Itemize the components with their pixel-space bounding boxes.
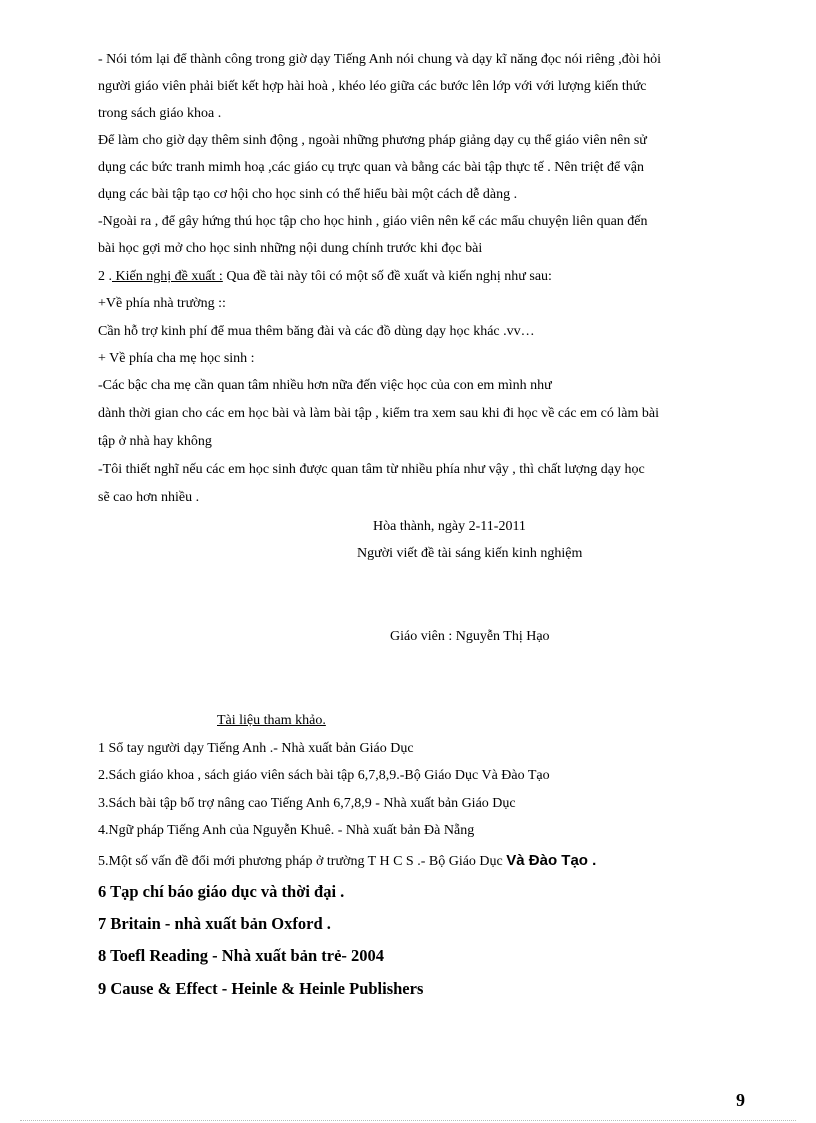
conclusion-line-2: sẽ cao hơn nhiều . — [98, 490, 200, 505]
signature-teacher: Giáo viên : Nguyễn Thị Hạo — [390, 629, 550, 644]
reference-item-3: 3.Sách bài tập bổ trợ nâng cao Tiếng Anh 6,7,8,9 - Nhà xuất bản Giáo Dục — [98, 796, 516, 811]
reference-item-5-main: 5.Một số vấn đề đổi mới phương pháp ở trường T H C S .- Bộ Giáo Dục — [98, 854, 507, 869]
reference-item-5-tail: Và Đào Tạo . — [506, 852, 597, 869]
signature-author-line: Người viết đề tài sáng kiến kinh nghiệm — [357, 546, 583, 561]
reference-item-4: 4.Ngữ pháp Tiếng Anh của Nguyễn Khuê. - Nhà xuất bản Đà Nẵng — [98, 823, 475, 838]
signature-place-date: Hòa thành, ngày 2-11-2011 — [373, 519, 526, 534]
reference-item-1: 1 Sổ tay người dạy Tiếng Anh .- Nhà xuất bản Giáo Dục — [98, 741, 414, 756]
footer-divider — [20, 1120, 796, 1121]
reference-item-9: 9 Cause & Effect - Heinle & Heinle Publishers — [98, 979, 424, 998]
parents-text-line-1: -Các bậc cha mẹ cần quan tâm nhiều hơn nữa đến việc học của con em mình như — [98, 378, 552, 393]
school-text: Cần hỗ trợ kinh phí để mua thêm băng đài và các đồ dùng dạy học khác .vv… — [98, 324, 535, 339]
reference-item-7: 7 Britain - nhà xuất bản Oxford . — [98, 914, 331, 933]
references-heading: Tài liệu tham khảo. — [217, 713, 326, 728]
paragraph-lively-line-1: Để làm cho giờ dạy thêm sinh động , ngoài những phương pháp giảng dạy cụ thể giáo viên nên sử — [98, 133, 647, 148]
section-2-line — [98, 268, 552, 286]
reference-item-6: 6 Tạp chí báo giáo dục và thời đại . — [98, 882, 345, 901]
reference-item-2: 2.Sách giáo khoa , sách giáo viên sách bài tập 6,7,8,9.-Bộ Giáo Dục Và Đào Tạo — [98, 768, 550, 783]
paragraph-summary-line-2: người giáo viên phải biết kết hợp hài hoà , khéo léo giữa các bước lên lớp với với lượng kiến thức — [98, 79, 647, 94]
paragraph-lively-line-3: dụng các bài tập tạo cơ hội cho học sinh có thể hiểu bài một cách dễ dàng . — [98, 187, 518, 202]
paragraph-summary-line-1: - Nói tóm lại để thành công trong giờ dạy Tiếng Anh nói chung và dạy kĩ năng đọc nói riêng ,đòi hỏi — [98, 52, 662, 67]
paragraph-stories-line-1: -Ngoài ra , để gây hứng thú học tập cho học hinh , giáo viên nên kể các mẩu chuyện liên quan đến — [98, 214, 648, 229]
section-2-heading: Kiến nghị đề xuất : — [112, 269, 223, 284]
page-number: 9 — [736, 1090, 745, 1110]
conclusion-line-1: -Tôi thiết nghĩ nếu các em học sinh được quan tâm từ nhiều phía như vậy , thì chất lượng dạy học — [98, 462, 645, 477]
parents-heading: + Về phía cha mẹ học sinh : — [98, 351, 255, 366]
parents-text-line-2: dành thời gian cho các em học bài và làm bài tập , kiểm tra xem sau khi đi học về các em có làm bài — [98, 406, 659, 421]
reference-item-5 — [98, 852, 596, 871]
paragraph-stories-line-2: bài học gợi mở cho học sinh những nội dung chính trước khi đọc bài — [98, 241, 483, 256]
school-heading: +Về phía nhà trường :: — [98, 296, 226, 311]
reference-item-8: 8 Toefl Reading - Nhà xuất bản trẻ- 2004 — [98, 946, 385, 965]
section-2-number: 2 . — [98, 269, 112, 284]
paragraph-lively-line-2: dụng các bức tranh mimh hoạ ,các giáo cụ trực quan và bằng các bài tập thực tế . Nên triệt để vận — [98, 160, 644, 175]
section-2-intro: Qua đề tài này tôi có một số đề xuất và kiến nghị như sau: — [222, 269, 552, 284]
paragraph-summary-line-3: trong sách giáo khoa . — [98, 106, 222, 121]
parents-text-line-3: tập ở nhà hay không — [98, 434, 212, 449]
